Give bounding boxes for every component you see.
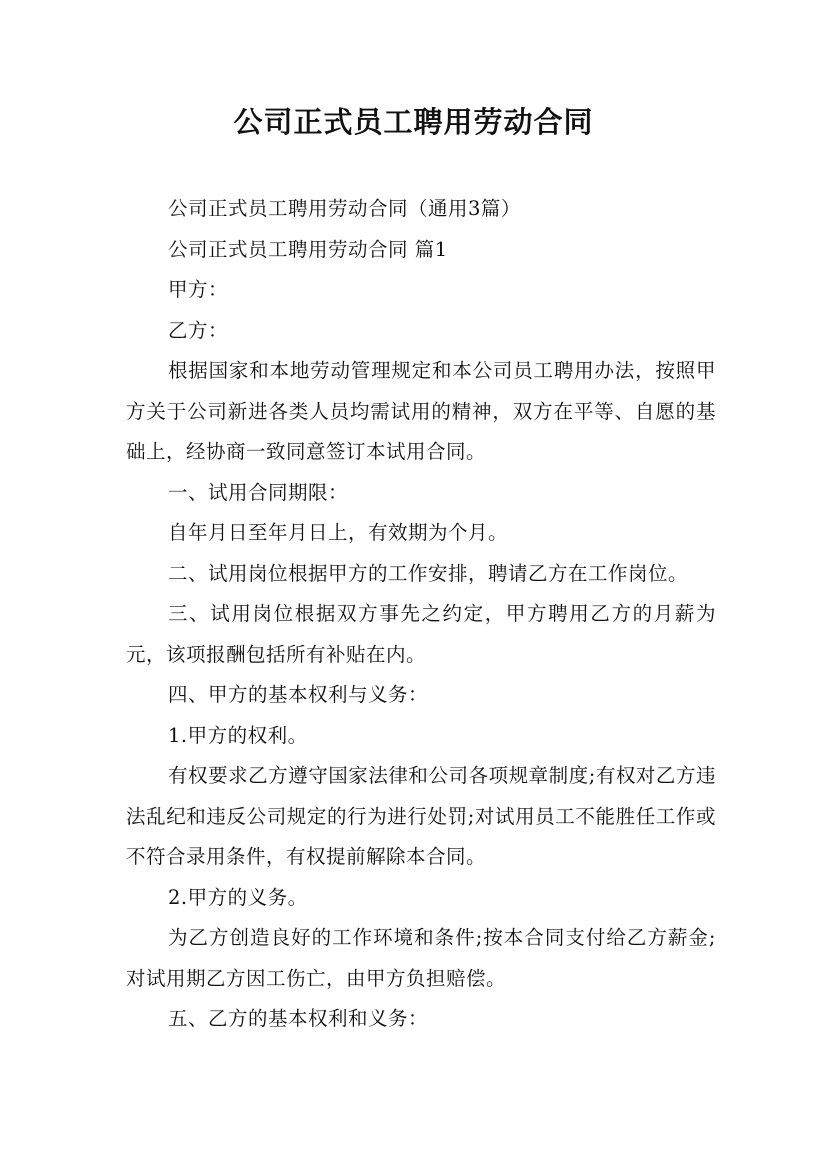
paragraph-clause-3: 三、试用岗位根据双方事先之约定，甲方聘用乙方的月薪为元，该项报酬包括所有补贴在内。 [126,602,716,666]
paragraph-clause-2: 二、试用岗位根据甲方的工作安排，聘请乙方在工作岗位。 [168,561,689,585]
paragraph-clause-1-heading: 一、试用合同期限： [168,480,349,504]
paragraph-clause-5-heading: 五、乙方的基本权利和义务： [168,1007,429,1030]
document-body [126,189,716,1040]
paragraph-clause-4-2-heading: 2.甲方的义务。 [168,885,308,909]
paragraph-party-b: 乙方： [168,318,229,342]
paragraph-party-a: 甲方： [168,278,229,301]
paragraph-clause-1-text: 自年月日至年月日上，有效期为个月。 [168,521,509,544]
paragraph-clause-4-2-text: 为乙方创造良好的工作环境和条件;按本合同支付给乙方薪金;对试用期乙方因工伤亡，由甲方负担赔偿。 [126,926,716,990]
paragraph-clause-4-1-heading: 1.甲方的权利。 [168,723,308,747]
paragraph-section-heading: 公司正式员工聘用劳动合同 篇1 [168,237,448,261]
paragraph-clause-4-heading: 四、甲方的基本权利与义务： [168,683,429,706]
paragraph-clause-4-1-text: 有权要求乙方遵守国家法律和公司各项规章制度;有权对乙方违法乱纪和违反公司规定的行为进行处罚;对试用员工不能胜任工作或不符合录用条件，有权提前解除本合同。 [126,764,716,868]
paragraph-preamble: 根据国家和本地劳动管理规定和本公司员工聘用办法，按照甲方关于公司新进各类人员均需试用的精神，双方在平等、自愿的基础上，经协商一致同意签订本试用合同。 [126,359,716,463]
paragraph-subtitle: 公司正式员工聘用劳动合同（通用3篇） [168,197,521,220]
document-title: 公司正式员工聘用劳动合同 [233,105,594,139]
